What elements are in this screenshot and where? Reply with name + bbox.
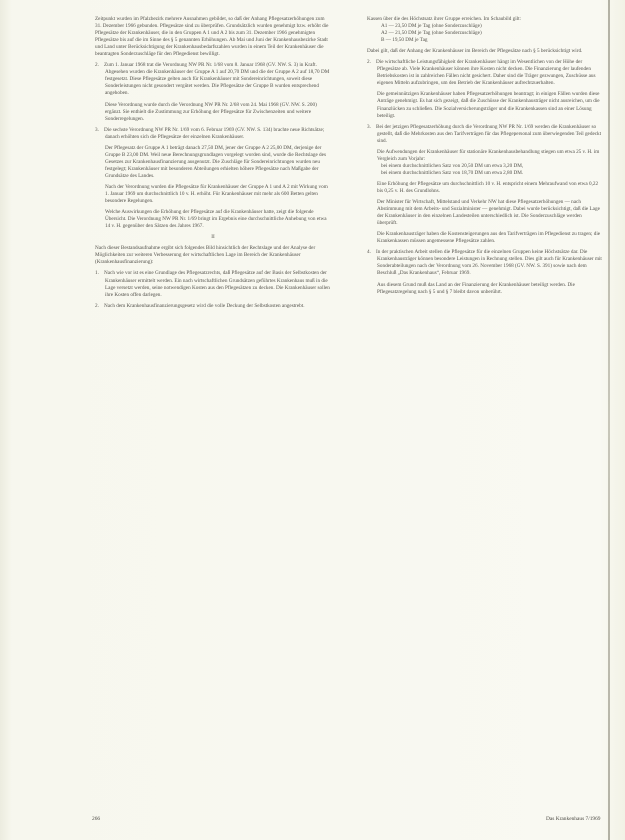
item-number: 2. [95,62,99,69]
list-line: A2 — 21,50 DM je Tag (ohne Sonderzuschläge) [381,30,482,37]
left-paragraph: Welche Auswirkungen die Erhöhung der Pflegesätze auf die Krankenhäuser hatte, zeigt die folgende Übersicht. Die Verordnung NW PR Nr. 1/69 bringt im Ergebnis eine durchschnittliche Anhebung von etwa 14 v. H. gegenüber den Sätzen des Jahres 1967. [105,209,327,230]
item-text: Nach wie vor ist es eine Grundlage des Pflegesatzrechts, daß Pflegesätze auf der Basis der Selbstkosten der Krankenhäuser ermittelt werden. Ein nach wirtschaftlichen Grundsätzen geführtes Krankenhaus muß in die Lage versetzt werden, seine notwendigen Kosten aus den Pflegesätzen zu decken. Die Krankenhäuser sollen ihre Kosten offen darlegen. [104,270,330,298]
page-number: 266 [92,816,101,822]
item-text: Nach dem Krankenhausfinanzierungsgesetz wird die volle Deckung der Selbstkosten angestrebt. [104,302,305,309]
numbered-item [95,127,331,141]
right-paragraph: Die Krankenhausträger haben die Kostensteigerungen aus den Tarifverträgen im Pflegedienst zu tragen; die Krankenkassen müssen angemessene Pflegesätze zahlen. [377,231,601,245]
numbered-item [95,270,331,298]
right-paragraph: Der Minister für Wirtschaft, Mittelstand und Verkehr NW hat diese Pflegesatzerhöhungen — nach Abstimmung mit dem Arbeits- und Sozialminister — genehmigt. Dabei wurde berücksichtigt, daß die Lage der Krankenhäuser in den einzelnen Landesteilen unterschiedlich ist. Die Sonderzuschläge werden überprüft. [377,199,600,227]
item-number: 2. [367,59,371,66]
item-number: 3. [367,123,371,130]
numbered-item [367,249,603,277]
numbered-item [95,62,331,97]
section-heading: II [211,234,215,241]
right-paragraph: Dabei gilt, daß der Anhang der Krankenhäuser im Bereich der Pflegesätze nach § 5 berücksichtigt wird. [367,48,583,55]
right-paragraph: Die gemeinnützigen Krankenhäuser haben Pflegesatzerhöhungen beantragt; in einigen Fällen wurden diese Anträge genehmigt. Es hat sich gezeigt, daß die Zuschüsse der Krankenhausträger nicht ausreichen, um die Finanzlücken zu schließen. Die Sozialversicherungsträger und die Krankenkassen sind an einer Lösung beteiligt. [377,91,600,119]
item-number: 3. [95,126,99,133]
numbered-item [95,303,331,310]
item-text: Zum 1. Januar 1968 trat die Verordnung NW PR Nr. 1/68 vom 8. Januar 1968 (GV. NW. S. 3) in Kraft. Abgesehen wurden die Krankenhäuser der Gruppe A 1 auf 20,70 DM und die der Gruppe A 2 auf 18,70 DM festgesetzt. Diese Pflegesätze gelten auch für Krankenhäuser mit Sondereinrichtungen, soweit diese Sonderleistungen nicht gesondert vergütet werden. Die Pflegesätze der Gruppe B wurden entsprechend angehoben. [104,62,330,97]
left-text-column [95,16,331,310]
right-paragraph: Kassen über die des Höchstsatz ihrer Gruppe erreichen. Im Schaubild gilt: [367,16,521,22]
right-paragraph: Die Aufwendungen der Krankenhäuser für stationäre Krankenhausbehandlung stiegen um etwa 25 v. H. im Vergleich zum Vorjahr: [377,148,600,162]
numbered-item [367,124,603,145]
list-line: B — 19,50 DM je Tag [381,37,428,44]
right-paragraph: Eine Erhöhung der Pflegesätze um durchschnittlich 10 v. H. entspricht einem Mehraufwand von etwa 0,22 bis 0,25 v. H. des Grundlohns. [377,180,599,194]
page-edge-shadow [608,0,610,840]
item-text: Die sechste Verordnung NW PR Nr. 1/69 vom 6. Februar 1969 (GV. NW. S. 134) brachte neue Richtsätze; danach erhöhten sich die Pflegesätze der einzelnen Krankenhäuser. [104,126,325,140]
left-paragraph: Zeitpunkt wurden im Pfalzbezirk mehrere Ausnahmen gebildet, so daß der Anhang Pflegesatzerhöhungen zum 31. Dezember 1966 gebunden. Pflegesätze sind zu überprüfen. Grundsätzlich wurden genehmigt bzw. erhöht die Pflegesätze der Krankenhäuser, die in den Gruppen A 1 und A 2 bis zum 31. Dezember 1966 genehmigten Pflegesätze bis auf die im Sinne des § 5 genannten Erhöhungen. Ab Mai und Juni der Krankenhausbezirke Stadt und Land unter Berücksichtigung der Krankenhausbedarfszahlen wurden in einem Teil der Krankenhäuser die beantragten Sonderzuschläge für den Pflegedienst bewilligt. [95,16,329,58]
item-number: 1. [95,270,99,277]
sub-line: bei einem durchschnittlichen Satz von 18,70 DM um etwa 2,80 DM. [381,169,524,176]
right-paragraph: Aus diesem Grund muß das Land an der Finanzierung der Krankenhäuser beteiligt werden. Die Pflegesatzregelung nach § 5 und § 7 bleibt davon unberührt. [377,281,575,295]
sub-line: bei einem durchschnittlichen Satz von 20,50 DM um etwa 3,20 DM, [381,162,524,169]
list-line: A1 — 23,50 DM je Tag (ohne Sonderzuschläge) [381,23,482,30]
right-text-column [367,16,603,296]
left-paragraph: Nach der Verordnung wurden die Pflegesätze für Krankenhäuser der Gruppe A 1 und A 2 mit Wirkung vom 1. Januar 1969 um durchschnittlich 10 v. H. erhöht. Für Krankenhäuser mit mehr als 600 Betten gelten besondere Regelungen. [105,183,328,205]
item-text: In der praktischen Arbeit stellen die Pflegesätze für die einzelnen Gruppen keine Höchstsätze dar. Die Krankenhausträger können besondere Leistungen in Rechnung stellen. Dies gilt auch für Krankenhäuser mit Sonderabteilungen nach der Verordnung vom 26. November 1968 (GV. NW. S. 391) sowie nach dem Beschluß „Das Krankenhaus“, Februar 1969. [376,249,602,277]
left-paragraph: Diese Verordnung wurde durch die Verordnung NW PR Nr. 2/68 vom 24. Mai 1968 (GV. NW. S. 200) ergänzt. Sie enthielt die Zustimmung zur Erhöhung der Pflegesätze für Zwischenzeiten und weitere Sonderregelungen. [105,101,317,122]
journal-reference: Das Krankenhaus 7/1969 [546,816,601,822]
item-text: Die wirtschaftliche Leistungsfähigkeit der Krankenhäuser hängt im Wesentlichen von der Höhe der Pflegesätze ab. Viele Krankenhäuser können ihre Kosten nicht decken. Die Finanzierung der laufenden Betriebskosten ist in zahlreichen Fällen nicht gesichert. Daher sind die Träger gezwungen, Zuschüsse aus eigenen Mitteln aufzubringen, um den Betrieb der Krankenhäuser aufrechtzuerhalten. [376,59,596,87]
item-number: 2. [95,302,99,309]
left-paragraph: Nach dieser Bestandsaufnahme ergibt sich folgendes Bild hinsichtlich der Rechtslage und der Analyse der Möglichkeiten zur weiteren Verbesserung der wirtschaftlichen Lage im Bereich der Krankenhäuser (Krankenhausfinanzierung): [95,245,316,266]
item-text: Bei der jetzigen Pflegesatzerhöhung durch die Verordnung NW PR Nr. 1/69 werden die Krankenhäuser so gestellt, daß die Mehrkosten aus den Tarifverträgen für das Pflegepersonal zum überwiegenden Teil gedeckt sind. [376,123,602,144]
left-paragraph: Der Pflegesatz der Gruppe A 1 beträgt danach 27,50 DM, jener der Gruppe A 2 25,00 DM, derjenige der Gruppe B 23,00 DM. Weil neue Berechnungsgrundlagen vorgelegt worden sind, wurde die Rechtslage des Gesetzes zur Krankenhausfinanzierung ausgenutzt. Die Zuschläge für Sondereinrichtungen wurden neu festgelegt; Krankenhäuser mit besonderen Abteilungen erhielten höhere Pflegesätze nach Maßgabe der Grundsätze des Landes. [105,144,326,179]
item-number: 4. [367,249,371,256]
numbered-item [367,59,603,87]
